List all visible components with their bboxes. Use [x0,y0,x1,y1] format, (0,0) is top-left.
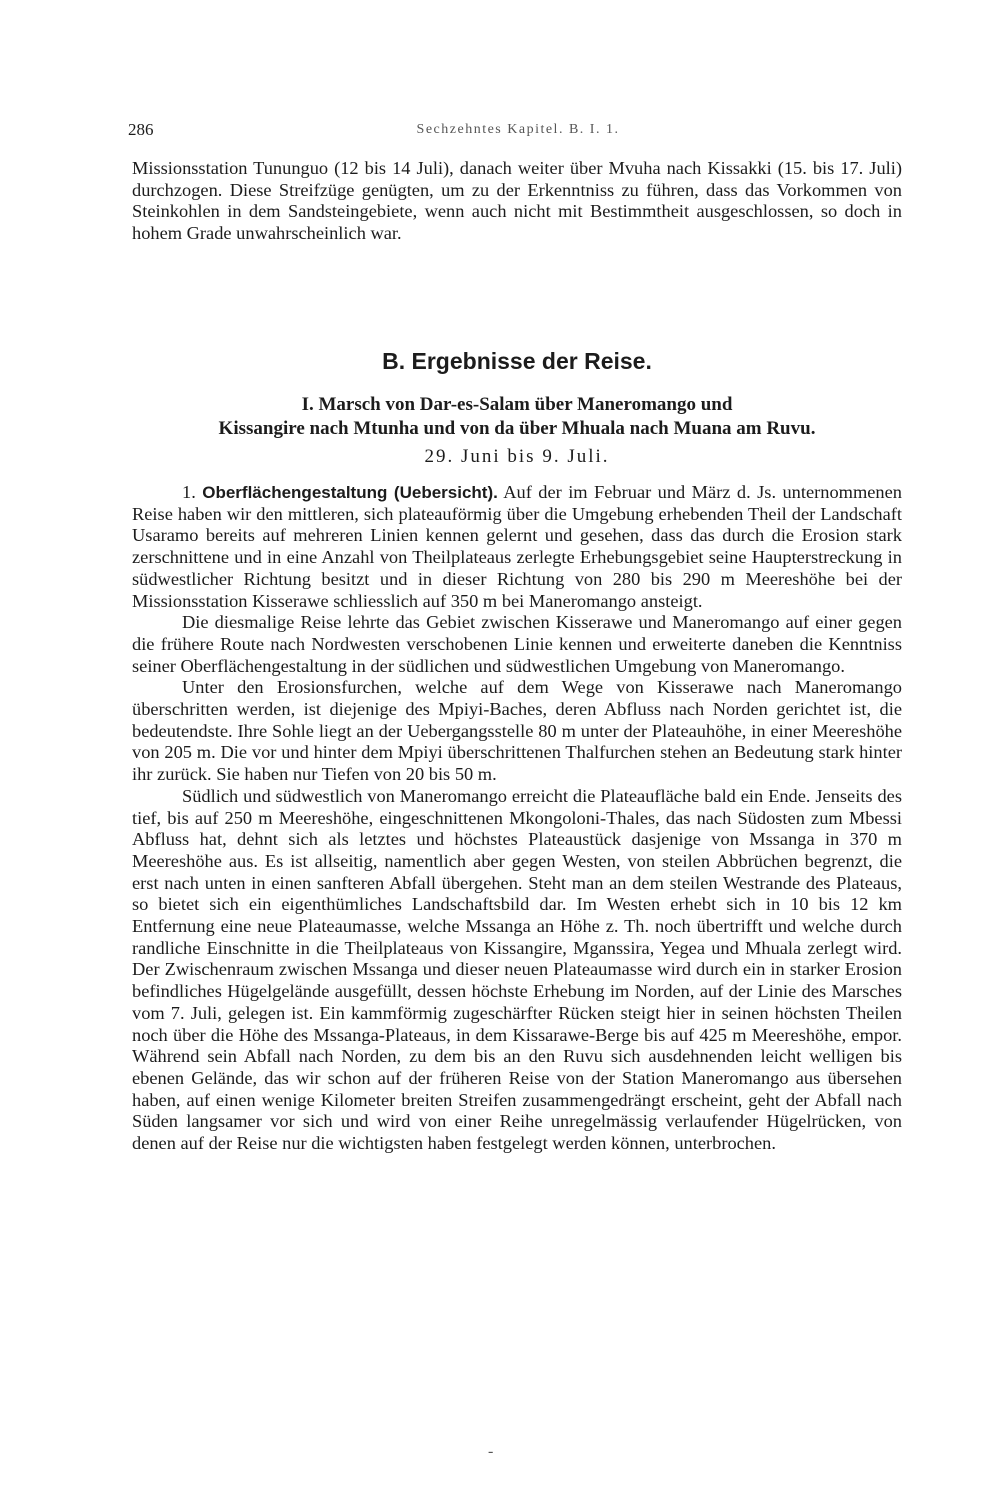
date-line: 29. Juni bis 9. Juli. [424,446,610,467]
section-title: Oberflächengestaltung (Uebersicht). [202,483,498,502]
running-head: Sechzehntes Kapitel. B. I. 1. [416,122,620,137]
intro-paragraph: Missionsstation Tununguo (12 bis 14 Juli), danach weiter über Mvuha nach Kissakki (15. bis 17. Juli) durchzogen. Diese Streifzüge genügten, um zu der Erkenntniss zu führen, dass das Vorkommen von Steinkohlen in dem Sandsteingebiete, wenn auch nicht mit Bestimmtheit ausgeschlossen, so doch in hohem Grade unwahrscheinlich war. [132,158,902,244]
body-paragraph: Unter den Erosionsfurchen, welche auf dem Wege von Kisserawe nach Maneromango überschritten werden, ist diejenige des Mpiyi-Baches, deren Abfluss nach Norden gerichtet ist, die bedeutendste. Ihre Sohle liegt an der Uebergangsstelle 80 m unter der Plateauhöhe, in einer Meereshöhe von 205 m. Die vor und hinter dem Mpiyi überschrittenen Thalfurchen stehen an Bedeutung stark hinter ihr zurück. Sie haben nur Tiefen von 20 bis 50 m. [132,677,902,785]
body-paragraph: Die diesmalige Reise lehrte das Gebiet zwischen Kisserawe und Maneromango auf einer gegen die frühere Route nach Nordwesten verschobenen Linie kennen und erweiterte daneben die Kenntniss seiner Oberflächengestaltung in der südlichen und südwestlichen Umgebung von Maneromango. [132,612,902,676]
section1-paragraph [132,482,902,612]
subsection-heading-line2: Kissangire nach Mtunha und von da über Mhuala nach Muana am Ruvu. [218,418,816,439]
page-number: 286 [128,120,154,139]
section-heading: B. Ergebnisse der Reise. [382,348,652,374]
section1-text: Auf der im Februar und März d. Js. unternommenen Reise haben wir den mittleren, sich plateauförmig über die Umgebung erhebenden Theil der Landschaft Usaramo bereits auf mehreren Linien kennen gelernt und gesehen, dass das durch die Erosion stark zerschnittene und in eine Anzahl von Theilplateaus zerlegte Erhebungsgebiet seine Haupterstreckung in südwestlicher Richtung besitzt und in dieser Richtung von 280 bis 290 m Meereshöhe bei der Missionsstation Kisserawe schliesslich auf 350 m bei Maneromango ansteigt. [132,482,902,611]
section-number: 1. [182,482,196,502]
body-paragraph: Südlich und südwestlich von Maneromango erreicht die Plateaufläche bald ein Ende. Jenseits des tief, bis auf 250 m Meereshöhe, eingeschnittenen Mkongoloni-Thales, das nach Südosten zum Mbessi Abfluss hat, dehnt sich als letztes und höchstes Plateaustück dasjenige von Mssanga in 370 m Meereshöhe aus. Es ist allseitig, namentlich aber gegen Westen, von steilen Abbrüchen begrenzt, die erst nach unten in einen sanfteren Abfall übergehen. Steht man an dem steilen Westrande des Plateaus, so bietet sich ein eigenthümliches Landschaftsbild dar. Im Westen erhebt sich in 10 bis 12 km Entfernung eine neue Plateaumasse, welche Mssanga an Höhe z. Th. noch übertrifft und welche durch randliche Einschnitte in die Theilplateaus von Kissangire, Mganssira, Yegea und Mhuala zerlegt wird. Der Zwischenraum zwischen Mssanga und dieser neuen Plateaumasse wird durch ein in starker Erosion befindliches Hügelgelände ausgefüllt, dessen höchste Erhebung im Norden, auf der Linie des Marsches vom 7. Juli, gelegen ist. Ein kammförmig zugeschärfter Rücken steigt hier in seinen höchsten Theilen noch über die Höhe des Mssanga-Plateaus, in dem Kissarawe-Berge bis auf 425 m Meereshöhe, empor. Während sein Abfall nach Norden, zu dem bis an den Ruvu sich ausdehnenden leicht welligen bis ebenen Gelände, das wir schon auf der früheren Reise von der Station Maneromango aus übersehen haben, auf einen wenige Kilometer breiten Streifen zusammengedrängt erscheint, geht der Abfall nach Süden langsamer vor sich und wird von einer Reihe unregelmässig verlaufender Hügelrücken, von denen auf der Reise nur die wichtigsten haben festgelegt werden können, unterbrochen. [132,785,902,1154]
footer-mark: - [488,1443,494,1460]
subsection-heading [132,393,902,441]
page-header [128,120,908,144]
subsection-heading-line1: I. Marsch von Dar-es-Salam über Maneromango und [301,394,733,415]
intro-block [132,158,902,245]
body-text [132,482,902,1155]
